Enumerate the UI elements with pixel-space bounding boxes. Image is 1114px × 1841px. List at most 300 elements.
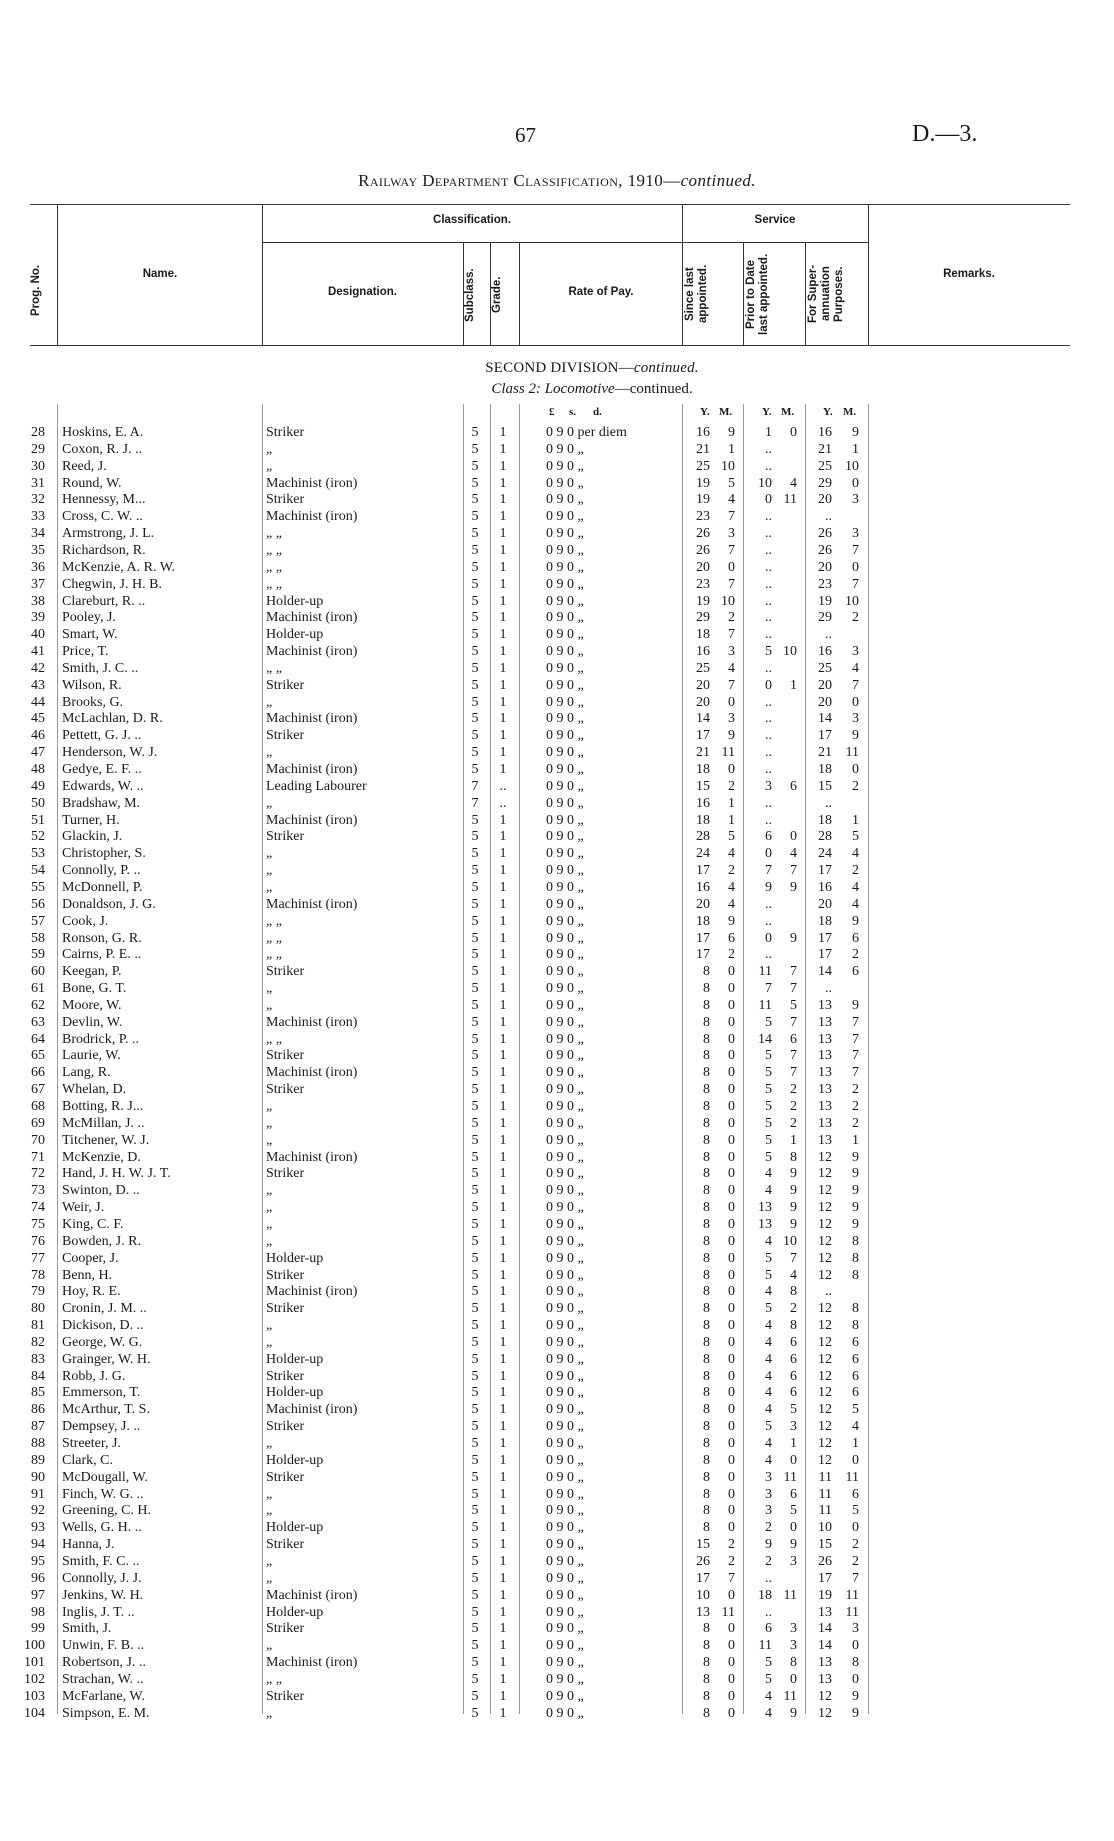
since-years-cell: 8 <box>703 1655 710 1671</box>
header-top-rule <box>30 204 1070 205</box>
name-cell: Keegan, P. <box>62 964 122 980</box>
subclass-cell: 5 <box>471 1604 479 1620</box>
super-years-cell: 12 <box>818 1688 832 1704</box>
table-row <box>0 1705 1114 1722</box>
rate-of-pay-cell: 0 9 0 „ <box>546 1149 584 1165</box>
table-row <box>0 458 1114 475</box>
subclass-cell: 7 <box>471 795 479 811</box>
rate-of-pay-cell: 0 9 0 „ <box>546 559 584 575</box>
since-months-cell: 0 <box>728 694 735 710</box>
prior-months-cell: 6 <box>790 1486 797 1502</box>
super-years-cell: 11 <box>818 1486 832 1502</box>
prior-years-cell: 5 <box>765 1014 772 1030</box>
super-months-cell: 3 <box>852 644 859 660</box>
super-months-cell: 8 <box>852 1318 859 1334</box>
super-months-cell: 1 <box>852 441 859 457</box>
grade-cell: 1 <box>499 492 507 508</box>
since-months-cell: 9 <box>728 425 735 440</box>
name-cell: Dempsey, J. .. <box>62 1419 141 1435</box>
prior-years-cell: .. <box>765 711 772 727</box>
name-cell: Botting, R. J... <box>62 1099 144 1114</box>
prior-years-cell: .. <box>765 458 772 474</box>
grade-cell: 1 <box>499 610 507 626</box>
designation-cell: „ „ <box>266 559 282 575</box>
since-months-cell: 0 <box>728 1183 735 1199</box>
subclass-cell: 5 <box>471 1334 479 1350</box>
since-months-cell: 4 <box>728 492 735 508</box>
super-years-cell: 12 <box>818 1267 832 1283</box>
rate-of-pay-cell: 0 9 0 „ <box>546 846 584 862</box>
super-years-cell: 25 <box>818 458 832 474</box>
table-row <box>0 1199 1114 1216</box>
since-years-cell: 8 <box>703 1233 710 1249</box>
grade-cell: 1 <box>499 1048 507 1064</box>
super-months-cell: 4 <box>852 846 859 862</box>
designation-cell: „ <box>266 1638 273 1654</box>
grade-cell: 1 <box>499 1014 507 1030</box>
grade-cell: 1 <box>499 1705 507 1721</box>
since-years-cell: 14 <box>696 711 710 727</box>
since-months-cell: 1 <box>728 441 735 457</box>
grade-cell: 1 <box>499 1537 507 1553</box>
super-months-cell: 4 <box>852 896 859 912</box>
prog-no-cell: 71 <box>31 1149 45 1165</box>
prior-months-cell: 0 <box>790 425 797 440</box>
prior-years-cell: .. <box>765 542 772 558</box>
classification-underline <box>262 242 682 243</box>
subclass-cell: 5 <box>471 1284 479 1300</box>
prior-years-cell: 5 <box>765 1048 772 1064</box>
grade-cell: 1 <box>499 728 507 744</box>
name-cell: Cross, C. W. .. <box>62 509 143 525</box>
since-years-cell: 8 <box>703 1368 710 1384</box>
prog-no-cell: 43 <box>31 677 45 693</box>
prog-no-cell: 52 <box>31 829 45 845</box>
name-cell: Benn, H. <box>62 1267 113 1283</box>
prog-no-cell: 92 <box>31 1503 45 1519</box>
grade-cell: 1 <box>499 1351 507 1367</box>
super-years-cell: 24 <box>818 846 832 862</box>
rate-of-pay-cell: 0 9 0 „ <box>546 879 584 895</box>
table-row <box>0 1671 1114 1688</box>
rate-of-pay-cell: 0 9 0 „ <box>546 1436 584 1451</box>
designation-cell: „ <box>266 745 273 761</box>
super-years-cell: 14 <box>818 711 832 727</box>
name-cell: Laurie, W. <box>62 1048 121 1064</box>
super-months-cell: 2 <box>852 610 859 626</box>
grade-cell: 1 <box>499 1233 507 1249</box>
grade-cell: 1 <box>499 1604 507 1620</box>
super-months-cell: 2 <box>852 1553 859 1569</box>
table-row <box>0 1031 1114 1048</box>
grade-cell: 1 <box>499 1200 507 1216</box>
grade-cell: 1 <box>499 475 507 491</box>
grade-cell: 1 <box>499 1368 507 1384</box>
super-years-cell: 26 <box>818 526 832 542</box>
super-years-cell: 12 <box>818 1334 832 1350</box>
table-row <box>0 828 1114 845</box>
subclass-cell: 5 <box>471 812 479 828</box>
designation-cell: „ <box>266 1216 273 1232</box>
since-years-cell: 8 <box>703 1166 710 1182</box>
rate-of-pay-cell: 0 9 0 „ <box>546 778 584 794</box>
prior-months-cell: 4 <box>790 1267 797 1283</box>
prog-no-cell: 35 <box>31 542 45 558</box>
since-months-cell: 7 <box>728 509 735 525</box>
subclass-cell: 5 <box>471 559 479 575</box>
super-years-cell: 12 <box>818 1368 832 1384</box>
rate-of-pay-cell: 0 9 0 „ <box>546 644 584 660</box>
prior-months-cell: 9 <box>790 1705 797 1721</box>
name-cell: Grainger, W. H. <box>62 1351 151 1367</box>
rate-of-pay-cell: 0 9 0 „ <box>546 1503 584 1519</box>
since-months-cell: 0 <box>728 1452 735 1468</box>
since-months-cell: 7 <box>728 1570 735 1586</box>
prior-months-cell: 9 <box>790 879 797 895</box>
table-row <box>0 1149 1114 1166</box>
prog-no-cell: 54 <box>31 863 45 879</box>
since-years-cell: 16 <box>696 425 710 440</box>
prog-no-cell: 37 <box>31 576 45 592</box>
page-title <box>0 171 1114 191</box>
since-months-cell: 0 <box>728 1638 735 1654</box>
prior-years-cell: .. <box>765 728 772 744</box>
table-row <box>0 1435 1114 1452</box>
table-row <box>0 862 1114 879</box>
table-row <box>0 997 1114 1014</box>
grade-cell: 1 <box>499 1115 507 1131</box>
rate-of-pay-cell: 0 9 0 „ <box>546 1604 584 1620</box>
rate-of-pay-cell: 0 9 0 „ <box>546 1486 584 1502</box>
prog-no-cell: 57 <box>31 913 45 929</box>
since-years-cell: 8 <box>703 1486 710 1502</box>
designation-cell: „ <box>266 694 273 710</box>
table-row <box>0 1351 1114 1368</box>
super-months-cell: 7 <box>852 542 859 558</box>
prog-no-cell: 40 <box>31 627 45 643</box>
designation-cell: „ <box>266 846 273 862</box>
name-cell: Finch, W. G. .. <box>62 1486 144 1502</box>
rate-of-pay-cell: 0 9 0 „ <box>546 1132 584 1148</box>
grade-cell: 1 <box>499 1149 507 1165</box>
prior-years-cell: .. <box>765 610 772 626</box>
rate-of-pay-cell: 0 9 0 „ <box>546 1385 584 1401</box>
table-row <box>0 660 1114 677</box>
name-cell: Smart, W. <box>62 627 118 643</box>
since-years-cell: 28 <box>696 829 710 845</box>
since-years-cell: 10 <box>696 1587 710 1603</box>
rate-of-pay-cell: 0 9 0 „ <box>546 1267 584 1283</box>
grade-cell: 1 <box>499 1503 507 1519</box>
grade-cell: 1 <box>499 981 507 997</box>
since-years-cell: 8 <box>703 997 710 1013</box>
since-years-cell: 20 <box>696 559 710 575</box>
since-years-cell: 15 <box>696 778 710 794</box>
since-months-cell: 11 <box>721 745 735 761</box>
table-row <box>0 1486 1114 1503</box>
super-years-cell: 14 <box>818 1621 832 1637</box>
rate-of-pay-cell: 0 9 0 „ <box>546 542 584 558</box>
rate-of-pay-cell: 0 9 0 „ <box>546 458 584 474</box>
since-years-cell: 21 <box>696 745 710 761</box>
grade-cell: 1 <box>499 1469 507 1485</box>
prior-years-cell: 7 <box>765 981 772 997</box>
designation-cell: „ <box>266 1183 273 1199</box>
division-heading <box>0 360 1114 377</box>
super-months-cell: 7 <box>852 677 859 693</box>
since-years-cell: 8 <box>703 1452 710 1468</box>
super-years-cell: 19 <box>818 593 832 609</box>
super-months-cell: 0 <box>852 694 859 710</box>
subclass-cell: 5 <box>471 1671 479 1687</box>
prog-no-cell: 93 <box>31 1520 45 1536</box>
since-years-cell: 20 <box>696 677 710 693</box>
designation-cell: Holder-up <box>266 1250 324 1266</box>
table-row <box>0 930 1114 947</box>
super-years-cell: 18 <box>818 762 832 777</box>
since-years-cell: 8 <box>703 1351 710 1367</box>
subclass-cell: 5 <box>471 1318 479 1334</box>
since-months-cell: 0 <box>728 1486 735 1502</box>
prior-years-cell: 11 <box>758 1638 772 1654</box>
prog-no-cell: 47 <box>31 745 45 761</box>
super-years-cell: 29 <box>818 610 832 626</box>
grade-cell: 1 <box>499 711 507 727</box>
designation-cell: Machinist (iron) <box>266 1587 358 1603</box>
table-row <box>0 1368 1114 1385</box>
subclass-cell: 5 <box>471 1301 479 1317</box>
rate-of-pay-cell: 0 9 0 „ <box>546 1351 584 1367</box>
since-months-cell: 5 <box>728 475 735 491</box>
table-row <box>0 1452 1114 1469</box>
prior-months-cell: 11 <box>783 492 797 508</box>
super-years-cell: 13 <box>818 1048 832 1064</box>
grade-cell: 1 <box>499 1031 507 1047</box>
since-years-cell: 20 <box>696 896 710 912</box>
prog-no-cell: 81 <box>31 1318 45 1334</box>
prog-no-cell: 74 <box>31 1200 45 1216</box>
prior-years-cell: .. <box>765 559 772 575</box>
since-years-cell: 8 <box>703 1469 710 1485</box>
designation-cell: Striker <box>266 1267 305 1283</box>
prog-no-cell: 89 <box>31 1452 45 1468</box>
since-months-cell: 7 <box>728 627 735 643</box>
since-years-cell: 8 <box>703 1638 710 1654</box>
prior-years-cell: 10 <box>758 475 772 491</box>
table-row <box>0 1654 1114 1671</box>
name-cell: King, C. F. <box>62 1216 124 1232</box>
since-years-cell: 8 <box>703 1115 710 1131</box>
rate-of-pay-cell: 0 9 0 „ <box>546 1301 584 1317</box>
rate-of-pay-cell: 0 9 0 „ <box>546 964 584 980</box>
super-months-cell: 11 <box>845 1604 859 1620</box>
subclass-cell: 5 <box>471 1200 479 1216</box>
subclass-cell: 5 <box>471 441 479 457</box>
grade-cell: 1 <box>499 1334 507 1350</box>
super-years-cell: .. <box>825 627 832 643</box>
prog-no-cell: 82 <box>31 1334 45 1350</box>
rate-of-pay-cell: 0 9 0 „ <box>546 1099 584 1114</box>
designation-cell: Holder-up <box>266 1351 324 1367</box>
prior-months-cell: 1 <box>790 1436 797 1451</box>
super-years-cell: 13 <box>818 1031 832 1047</box>
subclass-cell: 5 <box>471 1082 479 1098</box>
prior-years-cell: 5 <box>765 644 772 660</box>
since-years-cell: 23 <box>696 509 710 525</box>
super-months-cell: 7 <box>852 1048 859 1064</box>
since-months-cell: 0 <box>728 1351 735 1367</box>
designation-cell: „ <box>266 1099 273 1114</box>
since-months-cell: 7 <box>728 542 735 558</box>
table-row <box>0 1014 1114 1031</box>
subclass-cell: 5 <box>471 964 479 980</box>
name-cell: Bowden, J. R. <box>62 1233 141 1249</box>
name-cell: Round, W. <box>62 475 122 491</box>
designation-cell: Machinist (iron) <box>266 1655 358 1671</box>
prior-months-cell: 3 <box>790 1553 797 1569</box>
rate-of-pay-cell: 0 9 0 „ <box>546 711 584 727</box>
grade-cell: 1 <box>499 997 507 1013</box>
name-cell: Gedye, E. F. .. <box>62 762 142 777</box>
rate-of-pay-cell: 0 9 0 „ <box>546 492 584 508</box>
rate-of-pay-cell: 0 9 0 „ <box>546 1334 584 1350</box>
rate-of-pay-cell: 0 9 0 „ <box>546 1200 584 1216</box>
subclass-cell: 5 <box>471 1233 479 1249</box>
name-cell: Devlin, W. <box>62 1014 123 1030</box>
rate-of-pay-cell: 0 9 0 „ <box>546 1705 584 1721</box>
prior-years-cell: 5 <box>765 1250 772 1266</box>
table-row <box>0 1132 1114 1149</box>
prog-no-cell: 69 <box>31 1115 45 1131</box>
table-row <box>0 1283 1114 1300</box>
subclass-cell: 5 <box>471 492 479 508</box>
class-heading <box>0 381 1114 398</box>
rate-of-pay-cell: 0 9 0 „ <box>546 660 584 676</box>
prior-years-cell: 4 <box>765 1284 772 1300</box>
rate-of-pay-cell: 0 9 0 „ <box>546 1688 584 1704</box>
since-years-cell: 8 <box>703 1014 710 1030</box>
super-years-cell: 11 <box>818 1469 832 1485</box>
rate-of-pay-cell: 0 9 0 „ <box>546 896 584 912</box>
subclass-cell: 5 <box>471 1503 479 1519</box>
since-years-cell: 8 <box>703 1621 710 1637</box>
name-cell: Hoy, R. E. <box>62 1284 121 1300</box>
table-row <box>0 1250 1114 1267</box>
prior-months-cell: 5 <box>790 1503 797 1519</box>
rate-of-pay-cell: 0 9 0 „ <box>546 913 584 929</box>
since-years-cell: 25 <box>696 660 710 676</box>
prog-no-cell: 85 <box>31 1385 45 1401</box>
super-months-cell: 3 <box>852 492 859 508</box>
rate-of-pay-cell: 0 9 0 „ <box>546 576 584 592</box>
prog-no-cell: 49 <box>31 778 45 794</box>
super-months-cell: 9 <box>852 1705 859 1721</box>
table-row <box>0 1384 1114 1401</box>
super-years-cell: 14 <box>818 1638 832 1654</box>
grade-cell: 1 <box>499 509 507 525</box>
prior-years-cell: .. <box>765 745 772 761</box>
super-months-cell: 6 <box>852 964 859 980</box>
since-months-cell: 0 <box>728 1587 735 1603</box>
table-row <box>0 694 1114 711</box>
super-years-cell: 13 <box>818 1082 832 1098</box>
designation-cell: „ „ <box>266 1031 282 1047</box>
table-row <box>0 710 1114 727</box>
rate-of-pay-cell: 0 9 0 „ <box>546 593 584 609</box>
subclass-cell: 5 <box>471 1048 479 1064</box>
super-months-cell: 9 <box>852 1166 859 1182</box>
prog-no-cell: 55 <box>31 879 45 895</box>
prior-years-cell: .. <box>765 947 772 963</box>
since-years-cell: 8 <box>703 1671 710 1687</box>
since-months-cell: 0 <box>728 1503 735 1519</box>
super-years-cell: 20 <box>818 492 832 508</box>
grade-cell: 1 <box>499 1452 507 1468</box>
grade-cell: 1 <box>499 1250 507 1266</box>
name-cell: George, W. G. <box>62 1334 143 1350</box>
subclass-cell: 5 <box>471 1621 479 1637</box>
super-years-cell: .. <box>825 1284 832 1300</box>
name-cell: Jenkins, W. H. <box>62 1587 144 1603</box>
super-months-cell: 8 <box>852 1250 859 1266</box>
table-row <box>0 812 1114 829</box>
prior-months-cell: 10 <box>783 1233 797 1249</box>
rate-of-pay-cell: 0 9 0 „ <box>546 981 584 997</box>
grade-cell: 1 <box>499 1099 507 1114</box>
prior-years-cell: .. <box>765 795 772 811</box>
since-months-cell: 5 <box>728 829 735 845</box>
super-months-cell: 7 <box>852 1014 859 1030</box>
name-cell: McDonnell, P. <box>62 879 143 895</box>
super-months-cell: 2 <box>852 1099 859 1114</box>
designation-cell: „ <box>266 1233 273 1249</box>
title-continued: continued. <box>680 171 756 190</box>
prior-months-unit: M. <box>781 406 795 418</box>
prog-no-cell: 91 <box>31 1486 45 1502</box>
since-last-header: Since last appointed. <box>684 264 709 324</box>
super-years-cell: 13 <box>818 1115 832 1131</box>
rate-of-pay-cell: 0 9 0 „ <box>546 1183 584 1199</box>
since-years-cell: 26 <box>696 526 710 542</box>
prior-years-cell: .. <box>765 1604 772 1620</box>
super-months-cell: 10 <box>845 458 859 474</box>
super-years-cell: 14 <box>818 964 832 980</box>
rate-of-pay-cell: 0 9 0 „ <box>546 694 584 710</box>
prior-months-cell: 6 <box>790 1351 797 1367</box>
since-months-cell: 6 <box>728 930 735 946</box>
prior-years-cell: 5 <box>765 1115 772 1131</box>
designation-cell: Striker <box>266 829 305 845</box>
table-row <box>0 879 1114 896</box>
prior-months-cell: 8 <box>790 1655 797 1671</box>
rate-of-pay-cell: 0 9 0 „ <box>546 1250 584 1266</box>
super-months-cell: 0 <box>852 1520 859 1536</box>
grade-cell: 1 <box>499 947 507 963</box>
name-cell: Pettett, G. J. .. <box>62 728 142 744</box>
since-years-cell: 8 <box>703 1250 710 1266</box>
super-years-cell: 25 <box>818 660 832 676</box>
subclass-cell: 5 <box>471 1115 479 1131</box>
rate-of-pay-cell: 0 9 0 „ <box>546 947 584 963</box>
shilling-unit: s. <box>569 406 577 418</box>
prior-years-cell: 4 <box>765 1705 772 1721</box>
super-months-cell: 6 <box>852 1334 859 1350</box>
since-months-cell: 11 <box>721 1604 735 1620</box>
prog-no-cell: 95 <box>31 1553 45 1569</box>
grade-cell: 1 <box>499 745 507 761</box>
prior-years-cell: 13 <box>758 1216 772 1232</box>
since-years-cell: 26 <box>696 1553 710 1569</box>
